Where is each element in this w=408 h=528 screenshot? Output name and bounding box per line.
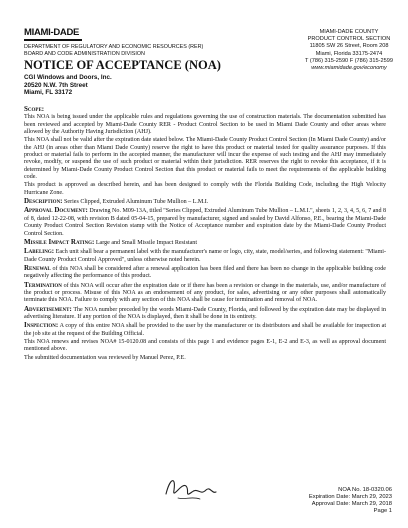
scope-paragraph (24, 106, 386, 136)
section-label: Termination (24, 280, 62, 289)
section-text: of this NOA shall be considered after a renewal application has been filed and there has been no change in the applicable building code negatively affecting the performance of this product. (24, 265, 386, 280)
noa-footer (300, 487, 392, 515)
county-name: MIAMI-DADE COUNTY (319, 29, 379, 35)
company-city: Miami, FL 33172 (24, 89, 73, 97)
document-body (24, 106, 386, 363)
department-line: DEPARTMENT OF REGULATORY AND ECONOMIC RESOURCES (RER) (24, 44, 204, 50)
inspection-paragraph (24, 322, 386, 338)
section-label: Labeling: (24, 247, 55, 256)
section-text: A copy of this entire NOA shall be provided to the user by the manufacturer or its distributors and shall be available for inspection at the job site at the request of the Building Official. (24, 323, 386, 337)
section-label: Renewal (24, 263, 51, 272)
county-contact-block (300, 29, 398, 72)
company-address (24, 74, 184, 97)
company-name: CGI Windows and Doors, Inc. (24, 74, 112, 81)
section-text: Each unit shall bear a permanent label with the manufacturer's name or logo, city, state, model/series, and following statement: "Miami-Dade County Product Control Approved", unless otherwise noted herein. (24, 249, 387, 263)
section-text: of this NOA will occur after the expiration date or if there has been a revision or change in the materials, use, and/or manufacture of the product or process. Misuse of this NOA as an endorsement of any product, for sales, advertising or any other purposes shall automatically terminate this NOA. Failure to comply with any section of this NOA shall be cause for termination and removal of NOA. (24, 282, 386, 304)
section-label: Advertisement: (24, 304, 72, 313)
page-number: Page 1 (373, 508, 392, 514)
termination-paragraph (24, 282, 386, 305)
miami-dade-logo: MIAMI-DADE (24, 27, 80, 38)
renewal-paragraph (24, 265, 386, 281)
street-address: 11805 SW 26 Street, Room 208 (309, 43, 389, 50)
section-text: Large and Small Missile Impact Resistant (95, 239, 197, 246)
department-header (24, 44, 234, 57)
section-text: This NOA is being issued under the applicable rules and regulations governing the use of construction materials. The documentation submitted has been reviewed and accepted by Miami-Dade County RER - Product Control Section to be used in Miami Dade County and other areas where allowed by the Authority Having Jurisdiction (AHJ). (24, 114, 386, 136)
section-text: Drawing No. M09-13A, titled "Series Clipped, Extruded Aluminum Tube Mullion – L.M.I.", sheets 1, 2, 3, 4, 5, 6, 7 and 8 of 8, dated 12-22-08, with revision B dated 05-04-15, prepared by manufacturer, signed and sealed by David Alfonso, P.E., bearing the Miami-Dade County Product Control Section Revision stamp with the Notice of Acceptance number and expiration date by the Miami-Dade County Product Control Section. (24, 208, 387, 237)
section-text: This NOA renews and revises NOA# 15-0120.08 and consists of this page 1 and evidence pages E-1, E-2 and E-3, as well as approval document mentioned above. (24, 338, 386, 353)
city-address: Miami, Florida 33175-2474 (315, 50, 383, 57)
section-text: This NOA shall not be valid after the expiration date stated below. The Miami-Dade County Product Control Section (In Miami Dade County) and/or the AHJ (in areas other than Miami Dade County) reserve the right to have this product or material tested for quality assurance purposes. If this product or material fails to perform in the accepted manner, the manufacturer will incur the expense of such testing and the AHJ may immediately revoke, modify, or suspend the use of such product or material within their jurisdiction. RER reserves the right to revoke this acceptance, if it is determined by Miami-Dade County Product Control Section that this product or material fails to meet the requirements of the applicable building code. (24, 137, 386, 181)
website-link[interactable]: www.miamidade.gov/economy (311, 65, 387, 72)
section-text: The NOA number preceded by the words Miami-Dade County, Florida, and followed by the expiration date may be displayed in advertising literature. If any portion of the NOA is displayed, then it shall be done in its entirety. (24, 306, 386, 320)
approval-document-paragraph (24, 207, 386, 237)
section-name: PRODUCT CONTROL SECTION (307, 36, 391, 43)
section-label: Description: (24, 197, 63, 206)
reviewer-paragraph (24, 355, 386, 362)
section-text: Series Clipped, Extruded Aluminum Tube Mullion – L.M.I. (64, 199, 209, 206)
handwritten-signature (160, 472, 220, 504)
section-label: Scope: (24, 105, 45, 113)
approval-date: Approval Date: March 29, 2018 (311, 501, 392, 507)
description-paragraph (24, 198, 386, 206)
company-street: 20520 N.W. 7th Street (24, 81, 88, 89)
section-text: The submitted documentation was reviewed by Manuel Perez, P.E. (24, 354, 186, 361)
phone-fax: T (786) 315-2590 F (786) 315-2599 (305, 57, 393, 64)
renewal-note-paragraph (24, 339, 386, 354)
labeling-paragraph (24, 248, 386, 264)
validity-paragraph (24, 137, 386, 181)
section-text: This product is approved as described herein, and has been designed to comply with the Florida Building Code, including the High Velocity Hurricane Zone. (24, 182, 386, 196)
section-label: Approval Document: (24, 206, 88, 215)
expiration-date: Expiration Date: March 29, 2023 (308, 494, 392, 500)
missile-impact-paragraph (24, 239, 386, 247)
document-title: NOTICE OF ACCEPTANCE (NOA) (24, 58, 221, 72)
division-line: BOARD AND CODE ADMINISTRATION DIVISION (24, 50, 145, 57)
section-label: Inspection: (24, 321, 59, 330)
section-label: Missile Impact Rating: (24, 237, 95, 246)
logo-rule (24, 39, 82, 41)
compliance-paragraph (24, 182, 386, 197)
advertisement-paragraph (24, 306, 386, 322)
noa-number: NOA No. 18-0320.06 (338, 487, 392, 493)
